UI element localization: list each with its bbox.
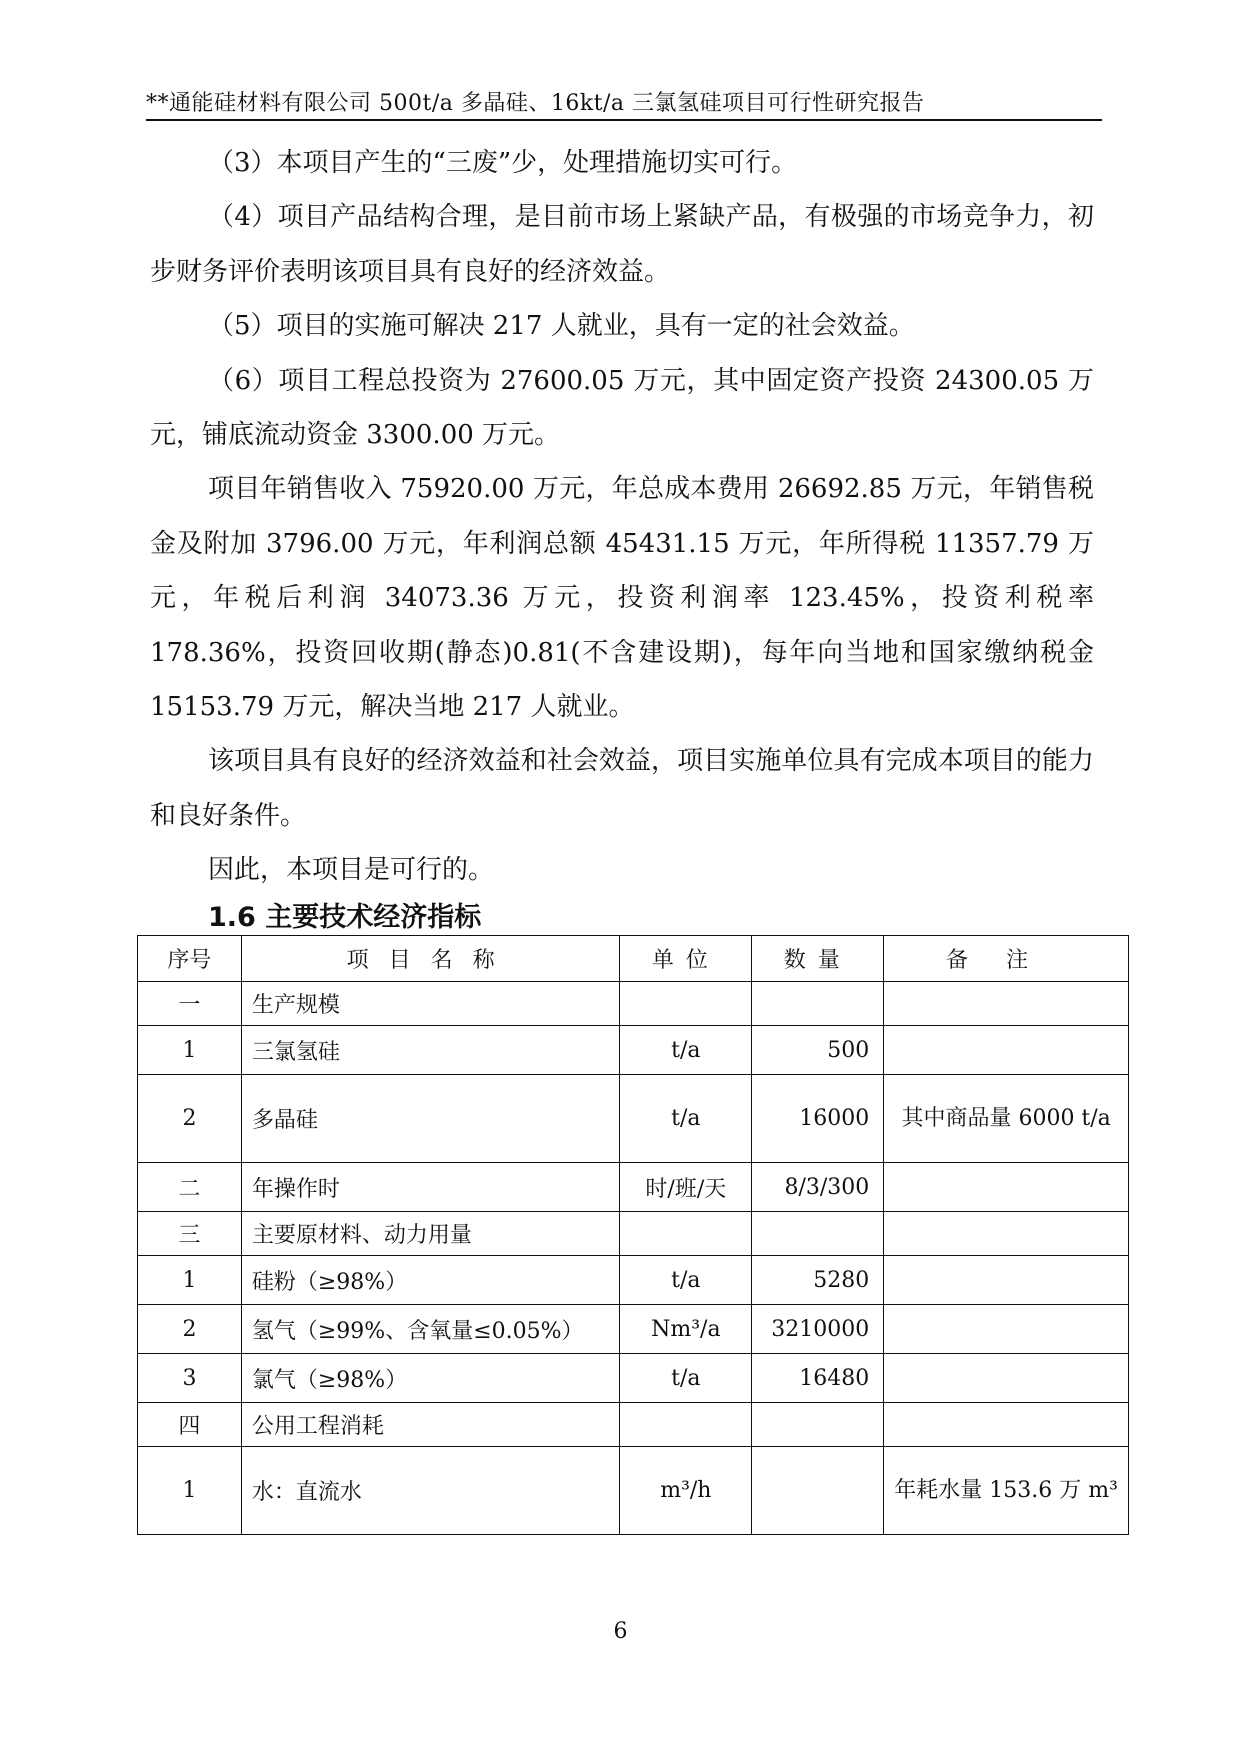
cell-unit (620, 1403, 752, 1447)
header-qty: 数量 (752, 936, 884, 982)
cell-note (884, 1026, 1129, 1075)
cell-no: 1 (138, 1026, 242, 1075)
header-name: 项目名称 (241, 936, 620, 982)
cell-unit: 时/班/天 (620, 1163, 752, 1212)
cell-note (884, 1354, 1129, 1403)
paragraph: （3）本项目产生的“三废”少，处理措施切实可行。 (208, 148, 798, 178)
cell-name: 年操作时 (241, 1163, 620, 1212)
cell-no: 3 (138, 1354, 242, 1403)
cell-qty: 500 (752, 1026, 884, 1075)
paragraph: （4）项目产品结构合理，是目前市场上紧缺产品，有极强的市场竞争力，初步财务评价表明该项目具有良好的经济效益。 (150, 202, 1094, 287)
paragraph: 项目年销售收入 75920.00 万元，年总成本费用 26692.85 万元，年销售税金及附加 3796.00 万元，年利润总额 45431.15 万元，年所得税 11357.79 万元，年税后利润 34073.36 万元，投资利润率 123.45%，投资利税率 178.36%，投资回收期(静态)0.81(不含建设期)，每年向当地和国家缴纳税金 15153.79 万元，解决当地 217 人就业。 (150, 474, 1094, 723)
cell-unit: t/a (620, 1075, 752, 1163)
cell-qty: 3210000 (752, 1305, 884, 1354)
cell-note: 其中商品量 6000 t/a (884, 1075, 1129, 1163)
cell-note: 年耗水量 153.6 万 m³ (884, 1447, 1129, 1535)
page-number: 6 (613, 1619, 628, 1644)
cell-note (884, 1305, 1129, 1354)
cell-qty (752, 1447, 884, 1535)
table-row (138, 1305, 1129, 1354)
table-row (138, 1075, 1129, 1163)
cell-no: 1 (138, 1256, 242, 1305)
page-header: **通能硅材料有限公司 500t/a 多晶硅、16kt/a 三氯氢硅项目可行性研究报告 (146, 91, 925, 116)
cell-no: 2 (138, 1305, 242, 1354)
cell-name: 公用工程消耗 (241, 1403, 620, 1447)
cell-name: 硅粉（≥98%） (241, 1256, 620, 1305)
cell-no: 一 (138, 982, 242, 1026)
cell-name: 多晶硅 (241, 1075, 620, 1163)
cell-qty (752, 982, 884, 1026)
cell-name: 三氯氢硅 (241, 1026, 620, 1075)
paragraph: （5）项目的实施可解决 217 人就业，具有一定的社会效益。 (208, 311, 915, 342)
header-rule (146, 119, 1102, 121)
cell-note (884, 982, 1129, 1026)
cell-name: 生产规模 (241, 982, 620, 1026)
cell-unit (620, 1212, 752, 1256)
table-row (138, 1354, 1129, 1403)
section-title: 1.6 主要技术经济指标 (208, 902, 482, 933)
cell-unit (620, 982, 752, 1026)
cell-unit: Nm³/a (620, 1305, 752, 1354)
cell-name: 氯气（≥98%） (241, 1354, 620, 1403)
cell-note (884, 1256, 1129, 1305)
cell-qty (752, 1212, 884, 1256)
table-row (138, 982, 1129, 1026)
cell-unit: t/a (620, 1256, 752, 1305)
cell-note (884, 1163, 1129, 1212)
cell-name: 主要原材料、动力用量 (241, 1212, 620, 1256)
table-row (138, 1163, 1129, 1212)
table-row (138, 1447, 1129, 1535)
table-row (138, 1212, 1129, 1256)
cell-qty (752, 1403, 884, 1447)
header-unit: 单位 (620, 936, 752, 982)
header-note: 备注 (884, 936, 1129, 982)
cell-unit: m³/h (620, 1447, 752, 1535)
cell-name: 氢气（≥99%、含氧量≤0.05%） (241, 1305, 620, 1354)
cell-name: 水：直流水 (241, 1447, 620, 1535)
cell-no: 1 (138, 1447, 242, 1535)
header-no: 序号 (138, 936, 242, 982)
cell-qty: 5280 (752, 1256, 884, 1305)
body-text (150, 136, 1094, 898)
cell-no: 四 (138, 1403, 242, 1447)
cell-no: 2 (138, 1075, 242, 1163)
cell-qty: 8/3/300 (752, 1163, 884, 1212)
cell-unit: t/a (620, 1026, 752, 1075)
paragraph: 因此，本项目是可行的。 (208, 855, 495, 886)
cell-qty: 16000 (752, 1075, 884, 1163)
indicators-table (137, 935, 1129, 1535)
cell-no: 二 (138, 1163, 242, 1212)
cell-qty: 16480 (752, 1354, 884, 1403)
paragraph: （6）项目工程总投资为 27600.05 万元，其中固定资产投资 24300.05 万元，铺底流动资金 3300.00 万元。 (150, 365, 1094, 451)
table-row (138, 1403, 1129, 1447)
table-body (138, 982, 1129, 1535)
cell-no: 三 (138, 1212, 242, 1256)
cell-unit: t/a (620, 1354, 752, 1403)
paragraph: 该项目具有良好的经济效益和社会效益，项目实施单位具有完成本项目的能力和良好条件。 (150, 746, 1094, 831)
cell-note (884, 1403, 1129, 1447)
cell-note (884, 1212, 1129, 1256)
table-header-row (138, 936, 1129, 982)
table-row (138, 1256, 1129, 1305)
table-row (138, 1026, 1129, 1075)
